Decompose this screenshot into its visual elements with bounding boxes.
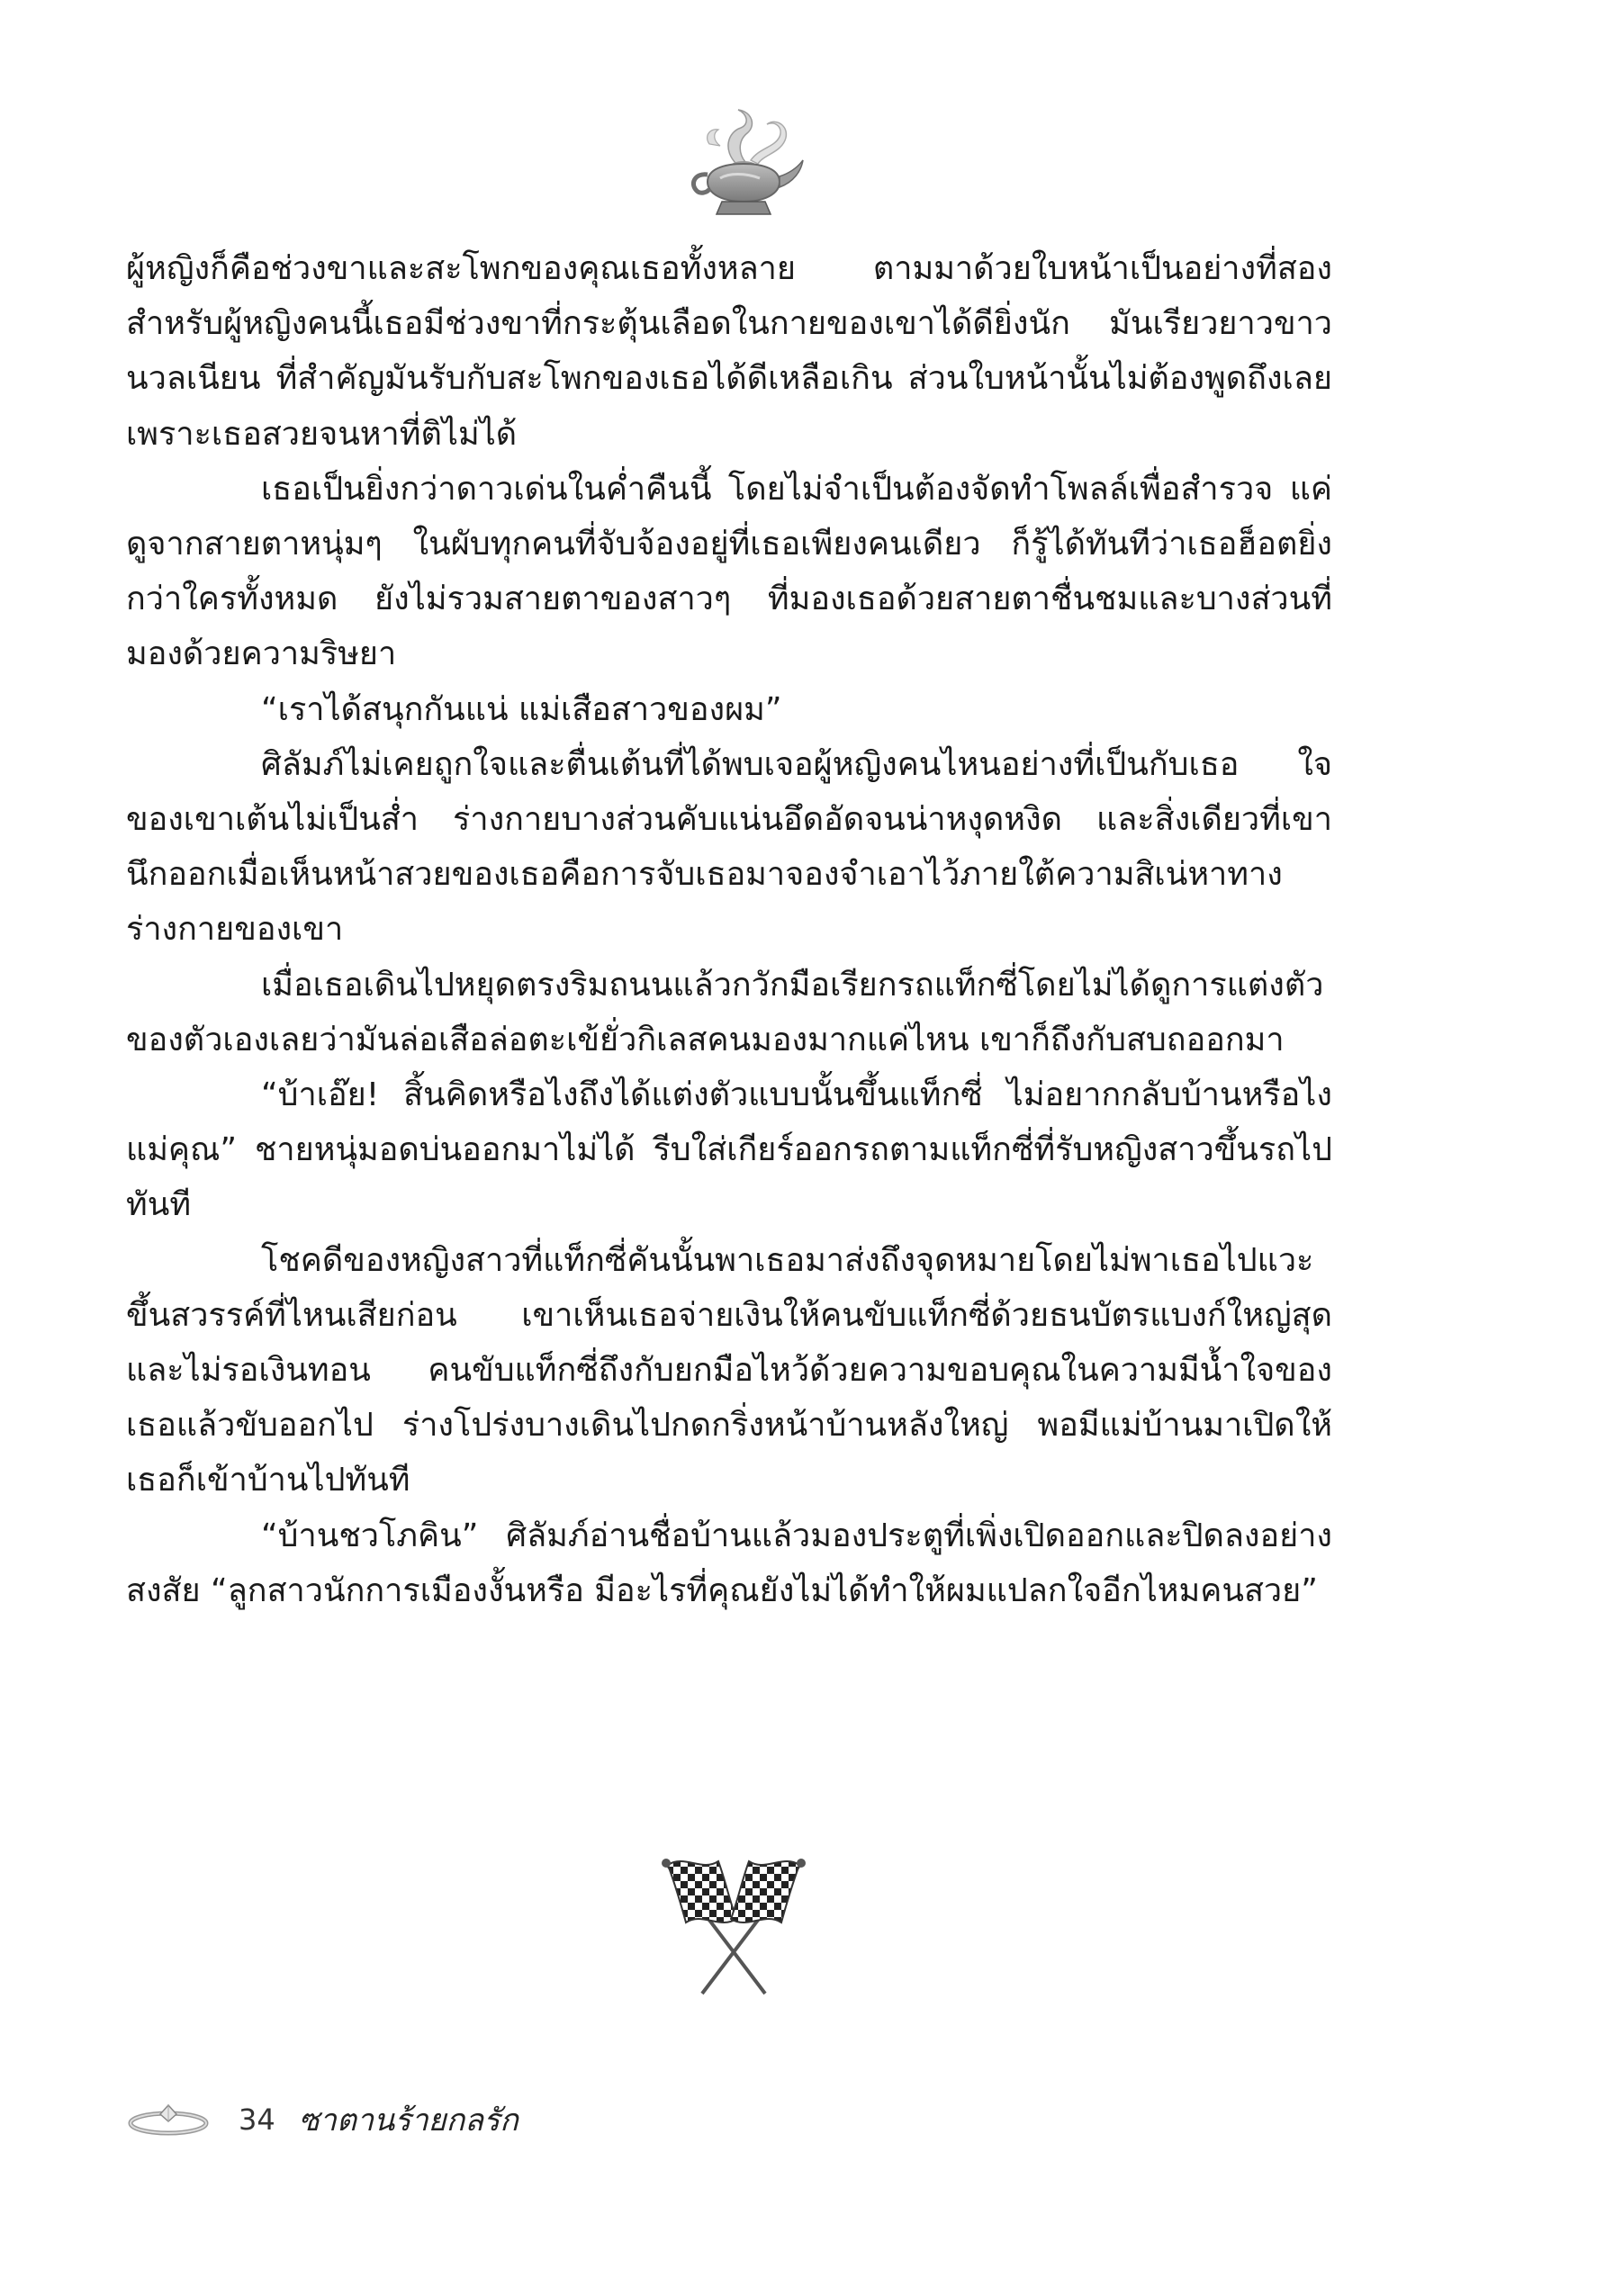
teapot-icon [673,101,808,227]
page-footer [126,2097,518,2142]
body-text [126,241,1332,1618]
ring-icon [126,2102,212,2138]
page-number: 34 [239,2102,275,2137]
paragraph: เธอเป็นยิ่งกว่าดาวเด่นในค่ำคืนนี้ โดยไม่จำเป็นต้องจัดทำโพลล์เพื่อสำรวจ แค่ดูจากสายตาหนุ่มๆ ในผับทุกคนที่จับจ้องอยู่ที่เธอเพียงคนเดียว ก็รู้ได้ทันทีว่าเธอฮ็อตยิ่งกว่าใครทั้งหมด ยังไม่รวมสายตาของสาวๆ ที่มองเธอด้วยสายตาชื่นชมและบางส่วนที่มองด้วยความริษยา [126,470,1332,673]
paragraph: “บ้าเอ๊ย! สิ้นคิดหรือไงถึงได้แต่งตัวแบบนั้นขึ้นแท็กซี่ ไม่อยากกลับบ้านหรือไงแม่คุณ” ชายหนุ่มอดบ่นออกมาไม่ได้ รีบใส่เกียร์ออกรถตามแท็กซี่ที่รับหญิงสาวขึ้นรถไปทันที [126,1076,1332,1224]
paragraph: ผู้หญิงก็คือช่วงขาและสะโพกของคุณเธอทั้งหลาย ตามมาด้วยใบหน้าเป็นอย่างที่สอง สำหรับผู้หญิงคนนี้เธอมีช่วงขาที่กระตุ้นเลือดในกายของเขาได้ดียิ่งนัก มันเรียวยาวขาวนวลเนียน ที่สำคัญมันรับกับสะโพกของเธอได้ดีเหลือเกิน ส่วนใบหน้านั้นไม่ต้องพูดถึงเลย เพราะเธอสวยจนหาที่ติไม่ได้ [126,250,1332,453]
paragraph: “บ้านชวโภคิน” ศิลัมภ์อ่านชื่อบ้านแล้วมองประตูที่เพิ่งเปิดออกและปิดลงอย่างสงสัย “ลูกสาวนักการเมืองงั้นหรือ มีอะไรที่คุณยังไม่ได้ทำให้ผมแปลกใจอีกไหมคนสวย” [126,1517,1332,1609]
paragraph: ศิลัมภ์ไม่เคยถูกใจและตื่นเต้นที่ได้พบเจอผู้หญิงคนไหนอย่างที่เป็นกับเธอ ใจของเขาเต้นไม่เป็นส่ำ ร่างกายบางส่วนคับแน่นอึดอัดจนน่าหงุดหงิด และสิ่งเดียวที่เขานึกออกเมื่อเห็นหน้าสวยของเธอคือการจับเธอมาจองจำเอาไว้ภายใต้ความสิเน่หาทางร่างกายของเขา [126,745,1332,949]
book-title: ซาตานร้ายกลรัก [298,2102,518,2138]
paragraph: “เราได้สนุกกันแน่ แม่เสือสาวของผม” [261,690,782,728]
paragraph: เมื่อเธอเดินไปหยุดตรงริมถนนแล้วกวักมือเรียกรถแท็กซี่โดยไม่ได้ดูการแต่งตัวของตัวเองเลยว่ามันล่อเสือล่อตะเข้ยั่วกิเลสคนมองมากแค่ไหน เขาก็ถึงกับสบถออกมา [126,966,1324,1058]
checkered-flags-icon [630,1845,837,1998]
paragraph: โชคดีของหญิงสาวที่แท็กซี่คันนั้นพาเธอมาส่งถึงจุดหมายโดยไม่พาเธอไปแวะขึ้นสวรรค์ที่ไหนเสียก่อน เขาเห็นเธอจ่ายเงินให้คนขับแท็กซี่ด้วยธนบัตรแบงก์ใหญ่สุดและไม่รอเงินทอน คนขับแท็กซี่ถึงกับยกมือไหว้ด้วยความขอบคุณในความมีน้ำใจของเธอแล้วขับออกไป ร่างโปร่งบางเดินไปกดกริ่งหน้าบ้านหลังใหญ่ พอมีแม่บ้านมาเปิดให้เธอก็เข้าบ้านไปทันที [126,1241,1332,1499]
